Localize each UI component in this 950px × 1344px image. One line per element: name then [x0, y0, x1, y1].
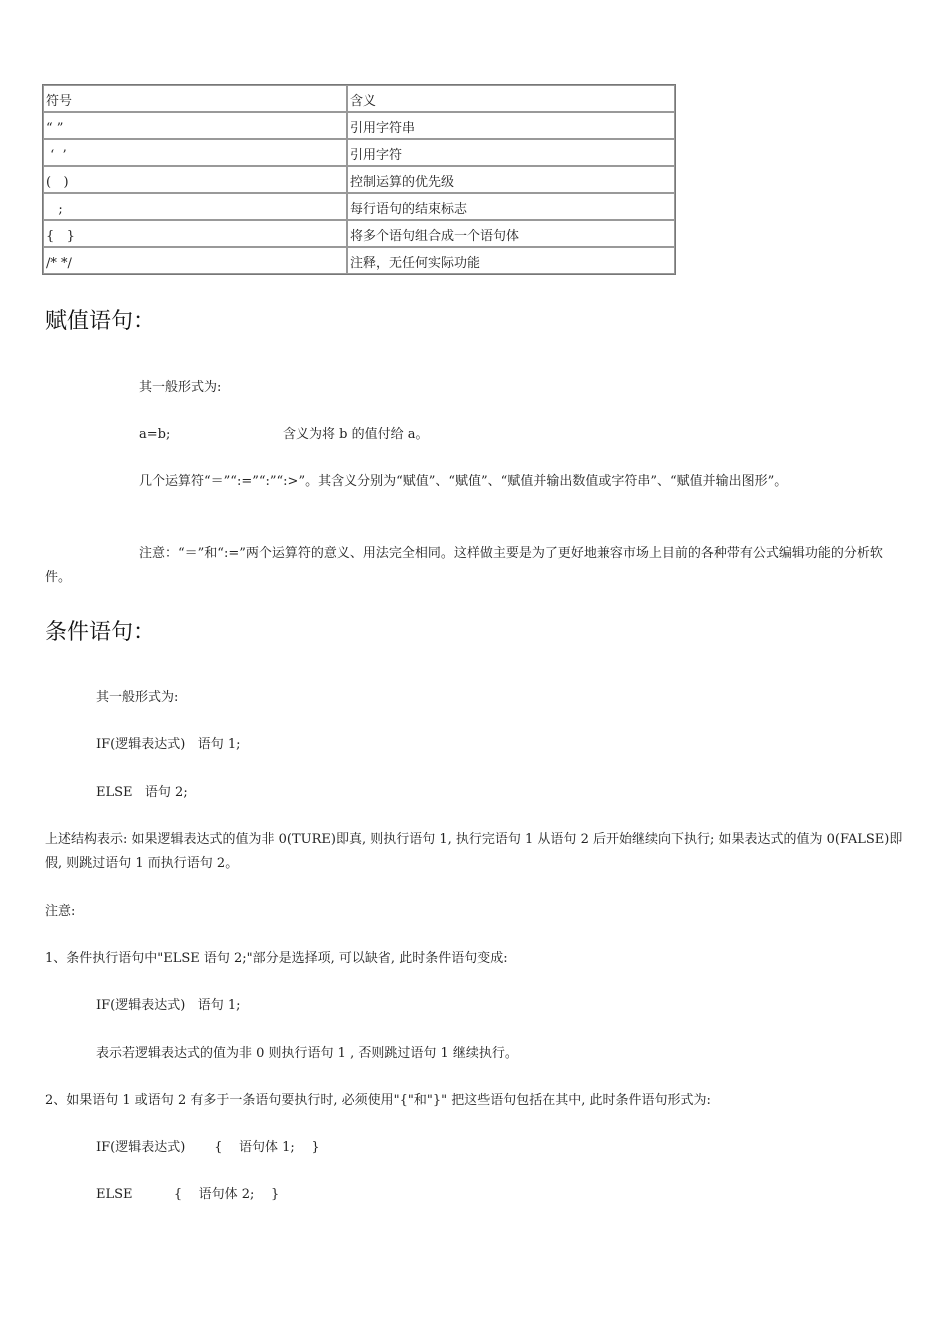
table-row — [43, 193, 675, 220]
symbol-cell: ( ) — [43, 166, 347, 193]
cond-heading: 条件语句： — [45, 620, 156, 645]
assign-operators: 几个运算符“＝”“:=”“:”“:>”。其含义分别为“赋值”、“赋值”、“赋值并输出数值或字符串”、“赋值并输出图形”。 — [139, 474, 788, 489]
cond-else-line: ELSE 语句 2; — [96, 785, 188, 800]
cond-note2-if: IF(逻辑表达式) { 语句体 1; } — [96, 1140, 320, 1155]
meaning-cell: 注释，无任何实际功能 — [347, 247, 675, 274]
cond-note-label: 注意: — [45, 904, 76, 919]
cond-general-form: 其一般形式为: — [96, 690, 179, 705]
cond-if-line: IF(逻辑表达式) 语句 1; — [96, 737, 241, 752]
cond-note1-explain: 表示若逻辑表达式的值为非 0 则执行语句 1 , 否则跳过语句 1 继续执行。 — [96, 1046, 518, 1061]
table-row — [43, 139, 675, 166]
assign-example-code: a=b; — [139, 427, 171, 442]
symbol-cell: { } — [43, 220, 347, 247]
table-row — [43, 247, 675, 274]
table-row — [43, 166, 675, 193]
cond-note2-else: ELSE { 语句体 2; } — [96, 1187, 280, 1202]
meaning-cell: 每行语句的结束标志 — [347, 193, 675, 220]
table-header-row — [43, 85, 675, 112]
symbol-cell: /* */ — [43, 247, 347, 274]
meaning-cell: 将多个语句组合成一个语句体 — [347, 220, 675, 247]
meaning-cell: 引用字符串 — [347, 112, 675, 139]
symbol-cell: ; — [43, 193, 347, 220]
assign-general-form: 其一般形式为: — [139, 380, 222, 395]
table-row — [43, 220, 675, 247]
cond-note1-code: IF(逻辑表达式) 语句 1; — [96, 998, 241, 1013]
cond-note2: 2、如果语句 1 或语句 2 有多于一条语句要执行时, 必须使用"{"和"}" 把这些语句包括在其中, 此时条件语句形式为: — [45, 1093, 711, 1108]
header-meaning: 含义 — [347, 85, 675, 112]
header-symbol: 符号 — [43, 85, 347, 112]
assign-note: 注意：“＝”和“:=”两个运算符的意义、用法完全相同。这样做主要是为了更好地兼容市场上目前的各种带有公式编辑功能的分析软件。 — [45, 546, 883, 585]
assign-heading: 赋值语句： — [45, 309, 156, 334]
assign-example-meaning: 含义为将 b 的值付给 a。 — [283, 427, 429, 442]
table-row — [43, 112, 675, 139]
symbol-table — [42, 84, 676, 275]
cond-note1: 1、条件执行语句中"ELSE 语句 2;"部分是选择项, 可以缺省, 此时条件语句变成: — [45, 951, 508, 966]
symbol-cell: “ ” — [43, 112, 347, 139]
cond-explain: 上述结构表示: 如果逻辑表达式的值为非 0(TURE)即真, 则执行语句 1, 执行完语句 1 从语句 2 后开始继续向下执行; 如果表达式的值为 0(FALSE)即假, 则跳过语句 1 而执行语句 2。 — [45, 832, 903, 871]
meaning-cell: 引用字符 — [347, 139, 675, 166]
meaning-cell: 控制运算的优先级 — [347, 166, 675, 193]
symbol-cell: ‘ ’ — [43, 139, 347, 166]
